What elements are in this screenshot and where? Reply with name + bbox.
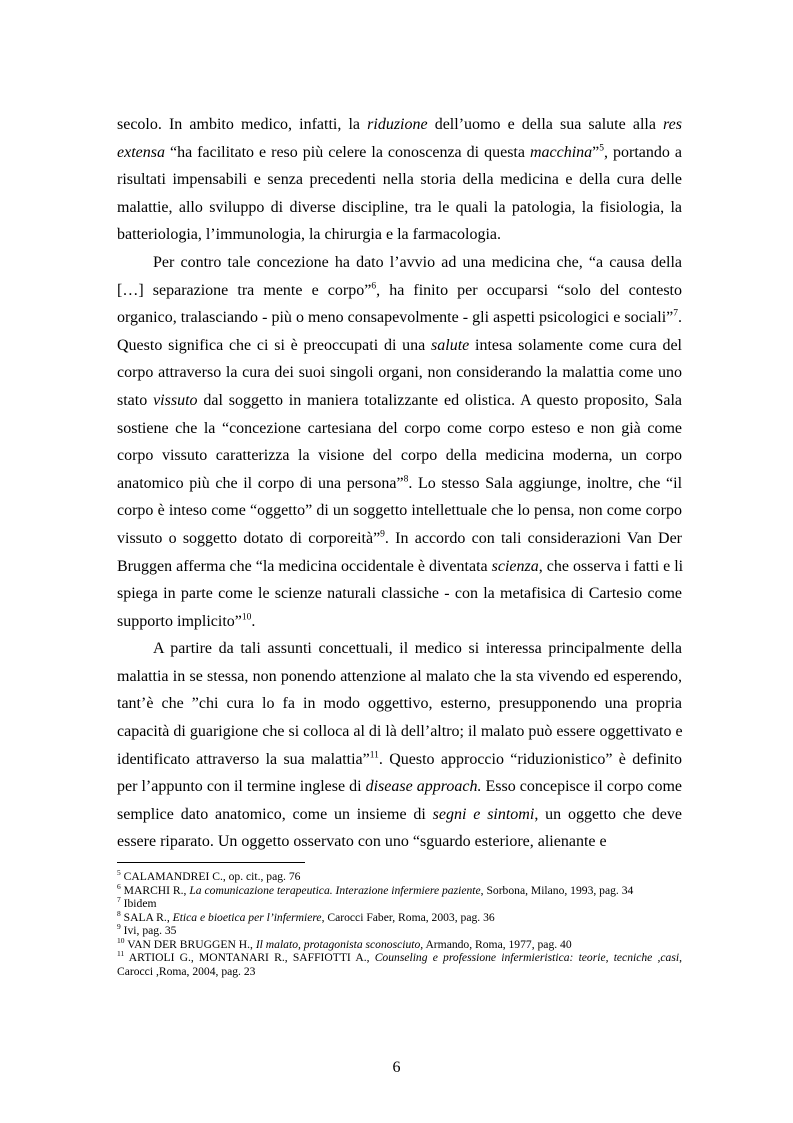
- footnote: [117, 881, 682, 898]
- text-run: sostiene che la “concezione cartesiana del corpo come corpo esteso e non già come: [117, 419, 682, 437]
- text-run: ARTIOLI G., MONTANARI R., SAFFIOTTI A.,: [124, 951, 375, 964]
- italic-text: disease approach.: [365, 778, 482, 796]
- text-line: [117, 525, 682, 553]
- footnote-ref: 7: [673, 308, 678, 319]
- footnote-ref: 6: [371, 281, 377, 292]
- text-run: .: [678, 309, 682, 327]
- text-run: risultati impensabili e senza precedenti nella storia della medicina e della cura delle: [117, 171, 682, 189]
- footnote: [117, 897, 682, 911]
- text-run: SALA R.,: [120, 910, 173, 924]
- footnote-ref: 6: [117, 881, 121, 891]
- footnote-ref: 10: [241, 612, 252, 623]
- text-run: VAN DER BRUGGEN H.,: [124, 937, 256, 951]
- text-run: secolo. In ambito medico, infatti, la: [117, 116, 368, 133]
- page-number: 6: [392, 1059, 401, 1076]
- italic-text: Counseling e professione infermieristica: teorie, tecniche ,casi: [374, 951, 680, 964]
- footnote-ref: 11: [117, 949, 125, 959]
- text-run: supporto implicito”: [117, 612, 242, 630]
- text-line: [117, 497, 682, 525]
- text-line: [117, 359, 682, 387]
- text-line: [117, 773, 682, 801]
- text-run: , che osserva i fatti e li: [538, 557, 684, 575]
- italic-text: La comunicazione terapeutica. Interazione infermiere paziente: [189, 883, 481, 897]
- text-line: [117, 470, 682, 498]
- text-run: per l’appunto con il termine inglese di: [117, 778, 366, 796]
- footnote-ref: 5: [117, 868, 121, 878]
- text-run: capacità di guarigione che si colloca al di là dell’altro; il malato può essere oggettivato e: [117, 723, 683, 741]
- footnote-separator: [117, 862, 305, 863]
- text-run: malattia in se stessa, non ponendo attenzione al malato che la sta vivendo ed esperendo,: [117, 667, 682, 685]
- text-run: , un oggetto che deve: [534, 805, 682, 823]
- text-run: . In accordo con tali considerazioni Van Der: [384, 529, 683, 547]
- italic-text: res: [663, 116, 683, 133]
- text-line: [117, 442, 682, 470]
- footnote: [117, 908, 682, 925]
- paragraph: [117, 249, 682, 635]
- text-run: , portando a: [604, 143, 682, 161]
- text-run: MARCHI R.,: [120, 883, 190, 897]
- text-run: , ha finito per occuparsi “solo del contesto: [376, 281, 683, 299]
- italic-text: Il malato, protagonista sconosciuto: [255, 937, 421, 951]
- text-run: . Lo stesso Sala aggiunge, inoltre, che “il: [408, 474, 683, 492]
- text-line: [117, 635, 682, 663]
- text-line: [117, 139, 682, 167]
- text-line: [117, 718, 682, 746]
- text-run: dal soggetto in maniera totalizzante ed olistica. A questo proposito, Sala: [197, 391, 683, 409]
- text-run: Per contro tale concezione ha dato l’avvio ad una medicina che, “a causa della: [153, 253, 682, 271]
- footnote-ref: 10: [117, 935, 125, 945]
- text-run: Esso concepisce il corpo come: [481, 778, 682, 796]
- italic-text: segni e sintomi: [432, 805, 535, 823]
- text-run: , Sorbona, Milano, 1993, pag. 34: [480, 883, 634, 897]
- text-run: A partire da tali assunti concettuali, il medico si interessa principalmente della: [153, 640, 682, 658]
- text-run: stato: [117, 391, 154, 409]
- text-line: [117, 221, 682, 249]
- footnote-ref: 8: [117, 908, 121, 918]
- text-run: Questo significa che ci si è preoccupati di una: [117, 336, 432, 354]
- text-run: Ibidem: [120, 897, 157, 910]
- text-run: essere riparato. Un oggetto osservato con uno “sguardo esteriore, alienante e: [117, 833, 607, 851]
- text-line: [117, 663, 682, 691]
- text-line: [117, 690, 682, 718]
- paragraph: [117, 635, 682, 856]
- text-run: CALAMANDREI C., op. cit., pag. 76: [120, 870, 301, 883]
- text-line: [117, 111, 682, 139]
- footnote-ref: 9: [380, 529, 385, 540]
- footnote: [117, 951, 682, 978]
- italic-text: vissuto: [153, 391, 198, 409]
- text-line: [117, 304, 682, 332]
- italic-text: Etica e bioetica per l’infermiere: [172, 910, 322, 924]
- text-run: Ivi, pag. 35: [120, 924, 177, 937]
- text-line: [117, 746, 682, 774]
- text-line: [117, 166, 682, 194]
- footnote-ref: 7: [117, 895, 121, 905]
- text-run: batteriologia, l’immunologia, la chirurgia e la farmacologia.: [117, 226, 502, 244]
- text-run: dell’uomo e della sua salute alla: [427, 116, 664, 133]
- text-run: tant’è che ”chi cura lo fa in modo oggettivo, esterno, presupponendo una propria: [117, 695, 682, 713]
- text-run: , Carocci Faber, Roma, 2003, pag. 36: [321, 910, 495, 924]
- text-line: [117, 801, 682, 829]
- text-run: semplice dato anatomico, come un insieme di: [117, 805, 433, 823]
- text-run: .: [251, 612, 256, 630]
- footnote: [117, 935, 682, 952]
- footnote: [117, 924, 682, 938]
- italic-text: macchina: [529, 143, 593, 161]
- footnote-ref: 11: [369, 750, 379, 761]
- footnote-ref: 9: [117, 922, 121, 932]
- text-run: , Carocci ,Roma, 2004, pag. 23: [117, 951, 682, 978]
- footnotes: [117, 870, 682, 978]
- text-run: anatomico più che il corpo di una persona”: [117, 474, 404, 492]
- text-run: , Armando, Roma, 1977, pag. 40: [420, 937, 572, 951]
- italic-text: riduzione: [367, 116, 428, 133]
- italic-text: scienza: [491, 557, 539, 575]
- text-run: malattie, allo sviluppo di diverse discipline, tra le quali la patologia, la fisiologia, la: [117, 198, 682, 216]
- text-run: corpo attraverso la cura dei suoi singoli organi, non considerando la malattia come uno: [117, 364, 682, 382]
- italic-text: salute: [431, 336, 470, 354]
- text-line: [117, 277, 682, 305]
- text-line: [117, 580, 682, 608]
- text-line: [117, 608, 682, 636]
- text-line: [117, 194, 682, 222]
- text-run: intesa solamente come cura del: [469, 336, 682, 354]
- text-run: organico, tralasciando - più o meno consapevolmente - gli aspetti psicologici e sociali”: [117, 309, 674, 327]
- text-run: “ha facilitato e reso più celere la conoscenza di questa: [164, 143, 530, 161]
- text-run: corpo vissuto caratterizza la visione del corpo della medicina moderna, un corpo: [117, 447, 682, 465]
- text-run: spiega in parte come le scienze naturali classiche - con la metafisica di Cartesio come: [117, 585, 682, 603]
- footnote: [117, 870, 682, 884]
- text-line: [117, 387, 682, 415]
- text-line: [117, 332, 682, 360]
- text-line: [117, 249, 682, 277]
- paragraph: [117, 111, 682, 249]
- text-run: . Questo approccio “riduzionistico” è definito: [378, 750, 682, 768]
- text-run: Bruggen afferma che “la medicina occidentale è diventata: [117, 557, 492, 575]
- text-line: [117, 553, 682, 581]
- text-run: […] separazione tra mente e corpo”: [117, 281, 372, 299]
- text-run: identificato attraverso la sua malattia”: [117, 750, 370, 768]
- footnote-ref: 8: [403, 474, 409, 485]
- text-run: corpo è inteso come “oggetto” di un soggetto intellettuale che lo pensa, non come corpo: [117, 502, 682, 520]
- body-text: [117, 111, 682, 856]
- text-line: [117, 828, 682, 856]
- italic-text: extensa: [117, 143, 165, 161]
- text-run: ”: [592, 143, 600, 161]
- text-line: [117, 415, 682, 443]
- text-run: vissuto o soggetto dotato di corporeità”: [117, 529, 381, 547]
- footnote-ref: 5: [599, 143, 605, 154]
